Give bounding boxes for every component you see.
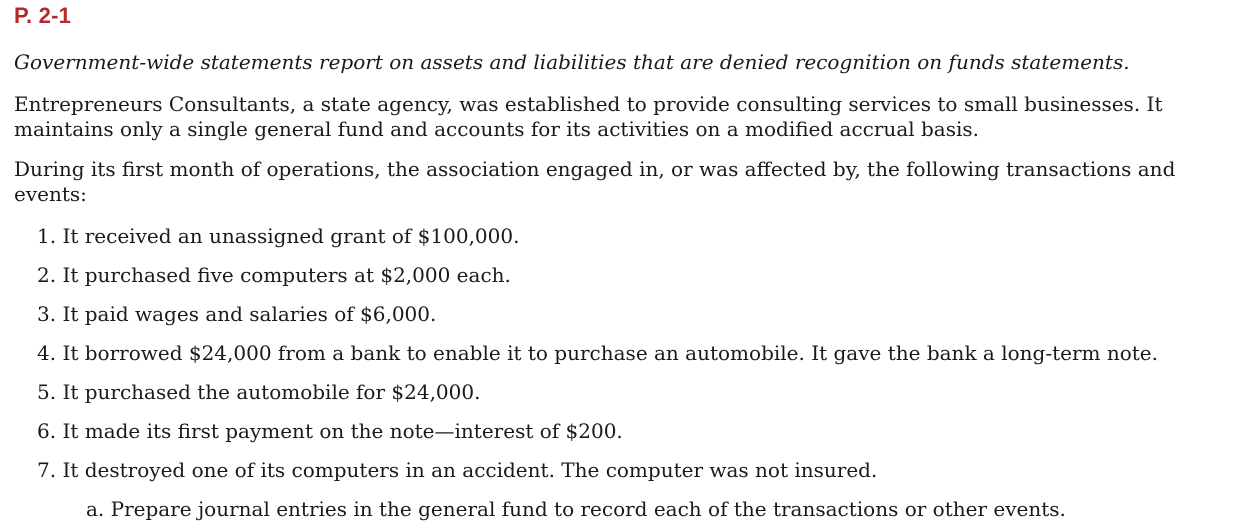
transaction-item-2: 2. It purchased five computers at $2,000 each. [37, 263, 511, 287]
transaction-item-4: 4. It borrowed $24,000 from a bank to enable it to purchase an automobile. It gave the bank a long-term note. [37, 341, 1158, 365]
problem-title: P. 2-1 [14, 3, 72, 28]
transaction-item-5: 5. It purchased the automobile for $24,000. [37, 380, 481, 404]
transaction-item-6: 6. It made its first payment on the note—interest of $200. [37, 419, 623, 443]
transaction-item-1: 1. It received an unassigned grant of $100,000. [37, 224, 520, 248]
transaction-item-3: 3. It paid wages and salaries of $6,000. [37, 302, 437, 326]
intro-paragraph: Entrepreneurs Consultants, a state agency, was established to provide consulting services to small businesses. It maintains only a single general fund and accounts for its activities on a modified accrual basis. [14, 92, 1163, 141]
requirement-a: a. Prepare journal entries in the general fund to record each of the transactions or other events. [86, 497, 1066, 521]
transaction-item-7: 7. It destroyed one of its computers in an accident. The computer was not insured. [37, 458, 878, 482]
problem-subtitle: Government-wide statements report on assets and liabilities that are denied recognition on funds statements. [14, 50, 1130, 74]
problem-page [14, 0, 1226, 532]
transactions-intro-paragraph: During its first month of operations, the association engaged in, or was affected by, the following transactions and events: [14, 157, 1176, 206]
